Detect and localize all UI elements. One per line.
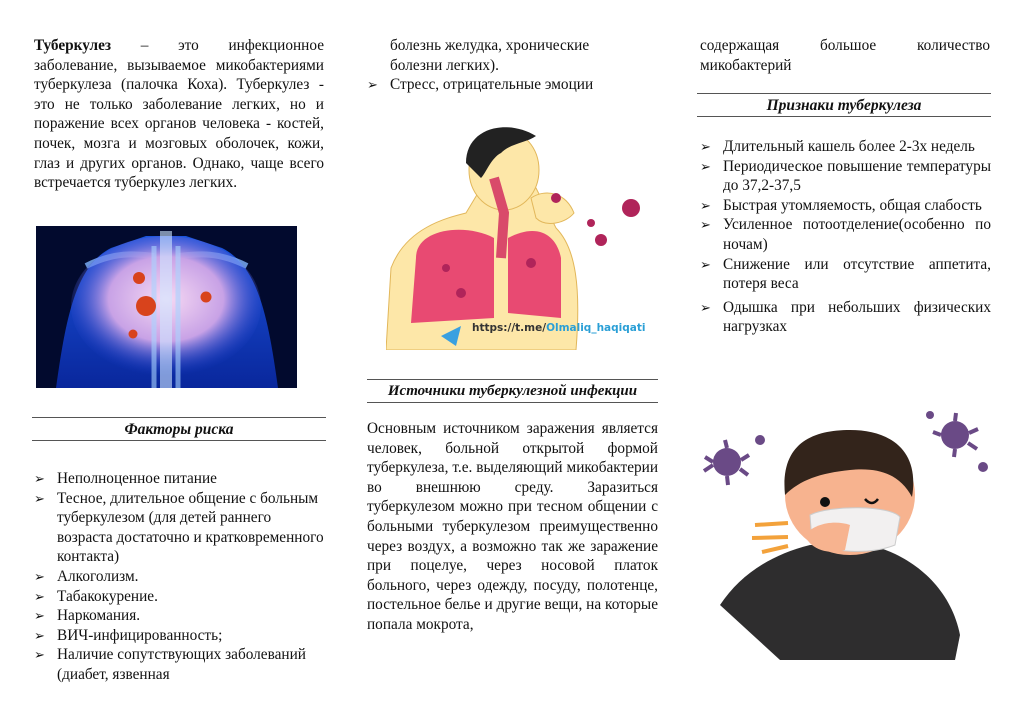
infection-sources-heading: Источники туберкулезной инфекции (367, 379, 658, 403)
lungs-xray-image (36, 226, 297, 388)
arrow-bullet-icon: ➢ (34, 490, 45, 506)
infection-sources-text: Основным источником заражения является человек, больной открытой формой туберкулеза, т.е. выделяющий микобактерии во внешнюю среду. Заразиться туберкулезом можно при тесном общении с больными туберкулезом преимущественно через воздух, а возможно так же заражение при поцелуе, через носовой платок больного, через одежду, посуду, полотенце, постельное белье и другие вещи, на которые попала мокрота, (367, 420, 658, 633)
tb-signs-section (697, 93, 991, 337)
tb-signs-list (697, 137, 991, 337)
risk-continuation: болезнь желудка, хронические болезни легких). (390, 37, 590, 74)
list-item: ➢ Одышка при небольших физических нагрузках (700, 298, 991, 336)
list-item: ➢ Неполноценное питание (34, 470, 217, 487)
arrow-bullet-icon: ➢ (34, 647, 45, 663)
list-item: ➢ Алкоголизм. (34, 567, 139, 585)
column-3 (700, 36, 990, 75)
risk-factors-section (32, 417, 326, 685)
tb-signs-heading: Признаки туберкулеза (697, 93, 991, 117)
list-item: ➢ Наркомания. (34, 607, 141, 625)
arrow-bullet-icon: ➢ (700, 299, 711, 315)
arrow-bullet-icon: ➢ (700, 139, 711, 154)
arrow-bullet-icon: ➢ (34, 608, 45, 624)
list-item: ➢ Периодическое повышение температуры до 37,2-37,5 (700, 157, 991, 195)
intro-term: Туберкулез (34, 37, 112, 54)
risk-factors-heading: Факторы риска (32, 417, 326, 441)
column-2 (367, 36, 657, 95)
arrow-bullet-icon: ➢ (700, 158, 711, 174)
telegram-link-caption[interactable]: https://t.me/Olmaliq_haqiqati (472, 322, 646, 334)
coughing-man-lungs-image (386, 118, 650, 350)
sources-continuation: содержащая большое количество микобактерий (700, 37, 990, 74)
list-item: ➢ Тесное, длительное общение с больным туберкулезом (для детей раннего возраста достаточно и кратковременного контакта) (34, 489, 324, 566)
intro-paragraph: Туберкулез – это инфекционное заболевание, вызываемое микобактериями туберкулеза (палочка Коха). Туберкулез - это не только заболевание легких, но и поражение всех органов человека - костей, почек, мозга и мозговых оболочек, кожи, глаз и других органов. Однако, чаще всего встречается туберкулез легких. (34, 37, 324, 192)
column-1 (34, 0, 324, 193)
arrow-bullet-icon: ➢ (34, 471, 45, 486)
list-item: ➢ Стресс, отрицательные эмоции (367, 76, 594, 94)
arrow-bullet-icon: ➢ (34, 568, 45, 584)
arrow-bullet-icon: ➢ (700, 217, 711, 233)
arrow-bullet-icon: ➢ (700, 256, 711, 272)
list-item: ➢ Быстрая утомляемость, общая слабость (700, 196, 982, 214)
arrow-bullet-icon: ➢ (700, 197, 711, 213)
arrow-bullet-icon: ➢ (367, 77, 378, 93)
arrow-bullet-icon: ➢ (34, 588, 45, 604)
list-item: ➢ ВИЧ-инфицированность; (34, 626, 223, 644)
list-item: ➢ Наличие сопутствующих заболеваний (диабет, язвенная (34, 646, 306, 683)
risk-factors-list (32, 469, 326, 685)
list-item: ➢ Табакокурение. (34, 587, 158, 605)
list-item: ➢ Снижение или отсутствие аппетита, потеря веса (700, 255, 991, 293)
arrow-bullet-icon: ➢ (34, 627, 45, 643)
masked-coughing-boy-image (700, 405, 990, 660)
list-item: ➢ Длительный кашель более 2-3х недель (700, 138, 975, 155)
risk-factors-list-continued (367, 75, 657, 95)
infection-sources-section (367, 379, 658, 635)
list-item: ➢ Усиленное потоотделение(особенно по ночам) (700, 216, 991, 253)
